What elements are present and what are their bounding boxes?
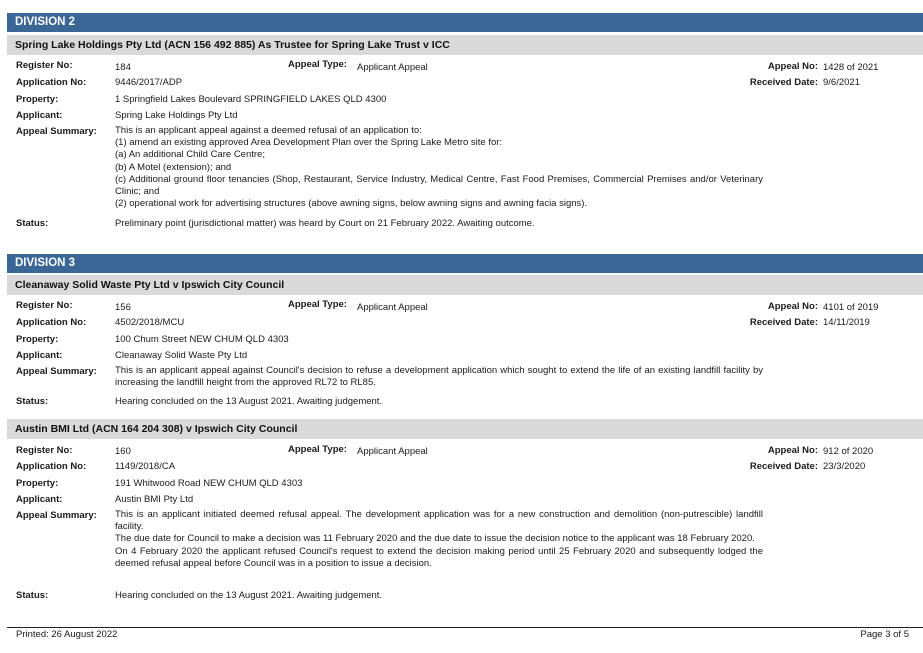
appeal-summary-text bbox=[115, 509, 763, 570]
application-no-value: 1149/2018/CA bbox=[115, 461, 176, 472]
appeal-type-value: Applicant Appeal bbox=[357, 62, 428, 73]
received-date-label: Received Date: bbox=[749, 317, 818, 328]
printed-date: Printed: 26 August 2022 bbox=[16, 629, 118, 640]
division-2-header: DIVISION 2 bbox=[7, 13, 923, 32]
appeal-summary-label: Appeal Summary: bbox=[16, 126, 97, 137]
appeal-type-value: Applicant Appeal bbox=[357, 302, 428, 313]
property-label: Property: bbox=[16, 478, 59, 489]
application-no-label: Application No: bbox=[16, 461, 87, 472]
case-title: Spring Lake Holdings Pty Ltd (ACN 156 492 885) As Trustee for Spring Lake Trust v ICC bbox=[7, 35, 923, 55]
footer-divider bbox=[7, 627, 923, 628]
applicant-value: Austin BMI Pty Ltd bbox=[115, 494, 194, 505]
appeal-no-label: Appeal No: bbox=[767, 301, 818, 312]
appeal-type-label: Appeal Type: bbox=[288, 299, 347, 310]
summary-line: (c) Additional ground floor tenancies (Shop, Restaurant, Service Industry, Medical Centre, Fast Food Premises, Commercial Premises and/or Veterinary Clinic; and bbox=[115, 173, 763, 198]
status-label: Status: bbox=[16, 396, 49, 407]
register-no-label: Register No: bbox=[16, 445, 73, 456]
appeal-summary-text bbox=[115, 365, 763, 389]
appeal-type-label: Appeal Type: bbox=[288, 59, 347, 70]
applicant-value: Cleanaway Solid Waste Pty Ltd bbox=[115, 350, 248, 361]
received-date-label: Received Date: bbox=[749, 77, 818, 88]
appeal-no-value: 4101 of 2019 bbox=[823, 302, 879, 313]
summary-line: This is an applicant appeal against a deemed refusal of an application to: bbox=[115, 125, 422, 136]
appeal-no-label: Appeal No: bbox=[767, 445, 818, 456]
application-no-label: Application No: bbox=[16, 77, 87, 88]
division-3-header: DIVISION 3 bbox=[7, 254, 923, 273]
summary-line: This is an applicant appeal against Council's decision to refuse a development application which sought to extend the life of an existing landfill facility by increasing the landfill height from the approved RL72 to RL85. bbox=[115, 365, 763, 389]
appeal-type-label: Appeal Type: bbox=[288, 444, 347, 455]
property-value: 1 Springfield Lakes Boulevard SPRINGFIELD LAKES QLD 4300 bbox=[115, 94, 387, 105]
appeal-no-value: 1428 of 2021 bbox=[823, 62, 879, 73]
register-no-label: Register No: bbox=[16, 60, 73, 71]
register-no-value: 156 bbox=[115, 302, 131, 313]
property-label: Property: bbox=[16, 94, 59, 105]
received-date-value: 9/6/2021 bbox=[823, 77, 860, 88]
appeal-summary-label: Appeal Summary: bbox=[16, 366, 97, 377]
appeal-summary-text bbox=[115, 125, 763, 210]
status-label: Status: bbox=[16, 218, 49, 229]
applicant-label: Applicant: bbox=[16, 110, 63, 121]
property-value: 100 Chum Street NEW CHUM QLD 4303 bbox=[115, 334, 289, 345]
summary-line: (2) operational work for advertising structures (above awning signs, below awning signs and awning facia signs). bbox=[115, 198, 588, 210]
summary-line: The due date for Council to make a decision was 11 February 2020 and the due date to issue the decision notice to the applicant was 18 February 2020. bbox=[115, 533, 755, 545]
appeal-no-value: 912 of 2020 bbox=[823, 446, 874, 457]
status-value: Hearing concluded on the 13 August 2021. Awaiting judgement. bbox=[115, 590, 383, 601]
summary-line: (a) An additional Child Care Centre; bbox=[115, 149, 265, 161]
appeal-summary-label: Appeal Summary: bbox=[16, 510, 97, 521]
received-date-label: Received Date: bbox=[749, 461, 818, 472]
register-no-value: 184 bbox=[115, 62, 131, 73]
application-no-value: 4502/2018/MCU bbox=[115, 317, 185, 328]
summary-line: On 4 February 2020 the applicant refused Council's request to extend the decision making period until 25 February 2020 and subsequently lodged the deemed refusal appeal before Council was in a position to issue a decision. bbox=[115, 545, 763, 569]
applicant-label: Applicant: bbox=[16, 350, 63, 361]
page-number: Page 3 of 5 bbox=[860, 629, 909, 640]
case-title: Austin BMI Ltd (ACN 164 204 308) v Ipswich City Council bbox=[7, 419, 923, 439]
register-no-label: Register No: bbox=[16, 300, 73, 311]
application-no-value: 9446/2017/ADP bbox=[115, 77, 183, 88]
received-date-value: 23/3/2020 bbox=[823, 461, 866, 472]
status-value: Preliminary point (jurisdictional matter) was heard by Court on 21 February 2022. Awaiting outcome. bbox=[115, 218, 535, 229]
register-no-value: 160 bbox=[115, 446, 131, 457]
summary-line: This is an applicant initiated deemed refusal appeal. The development application was for a new construction and demolition (non-putrescible) landfill facility. bbox=[115, 509, 763, 533]
received-date-value: 14/11/2019 bbox=[823, 317, 870, 328]
property-label: Property: bbox=[16, 334, 59, 345]
application-no-label: Application No: bbox=[16, 317, 87, 328]
appeal-type-value: Applicant Appeal bbox=[357, 446, 428, 457]
applicant-label: Applicant: bbox=[16, 494, 63, 505]
status-label: Status: bbox=[16, 590, 49, 601]
status-value: Hearing concluded on the 13 August 2021. Awaiting judgement. bbox=[115, 396, 383, 407]
applicant-value: Spring Lake Holdings Pty Ltd bbox=[115, 110, 238, 121]
property-value: 191 Whitwood Road NEW CHUM QLD 4303 bbox=[115, 478, 303, 489]
summary-line: (1) amend an existing approved Area Development Plan over the Spring Lake Metro site for: bbox=[115, 137, 503, 149]
appeal-no-label: Appeal No: bbox=[767, 61, 818, 72]
case-title: Cleanaway Solid Waste Pty Ltd v Ipswich City Council bbox=[7, 275, 923, 295]
summary-line: (b) A Motel (extension); and bbox=[115, 161, 232, 173]
